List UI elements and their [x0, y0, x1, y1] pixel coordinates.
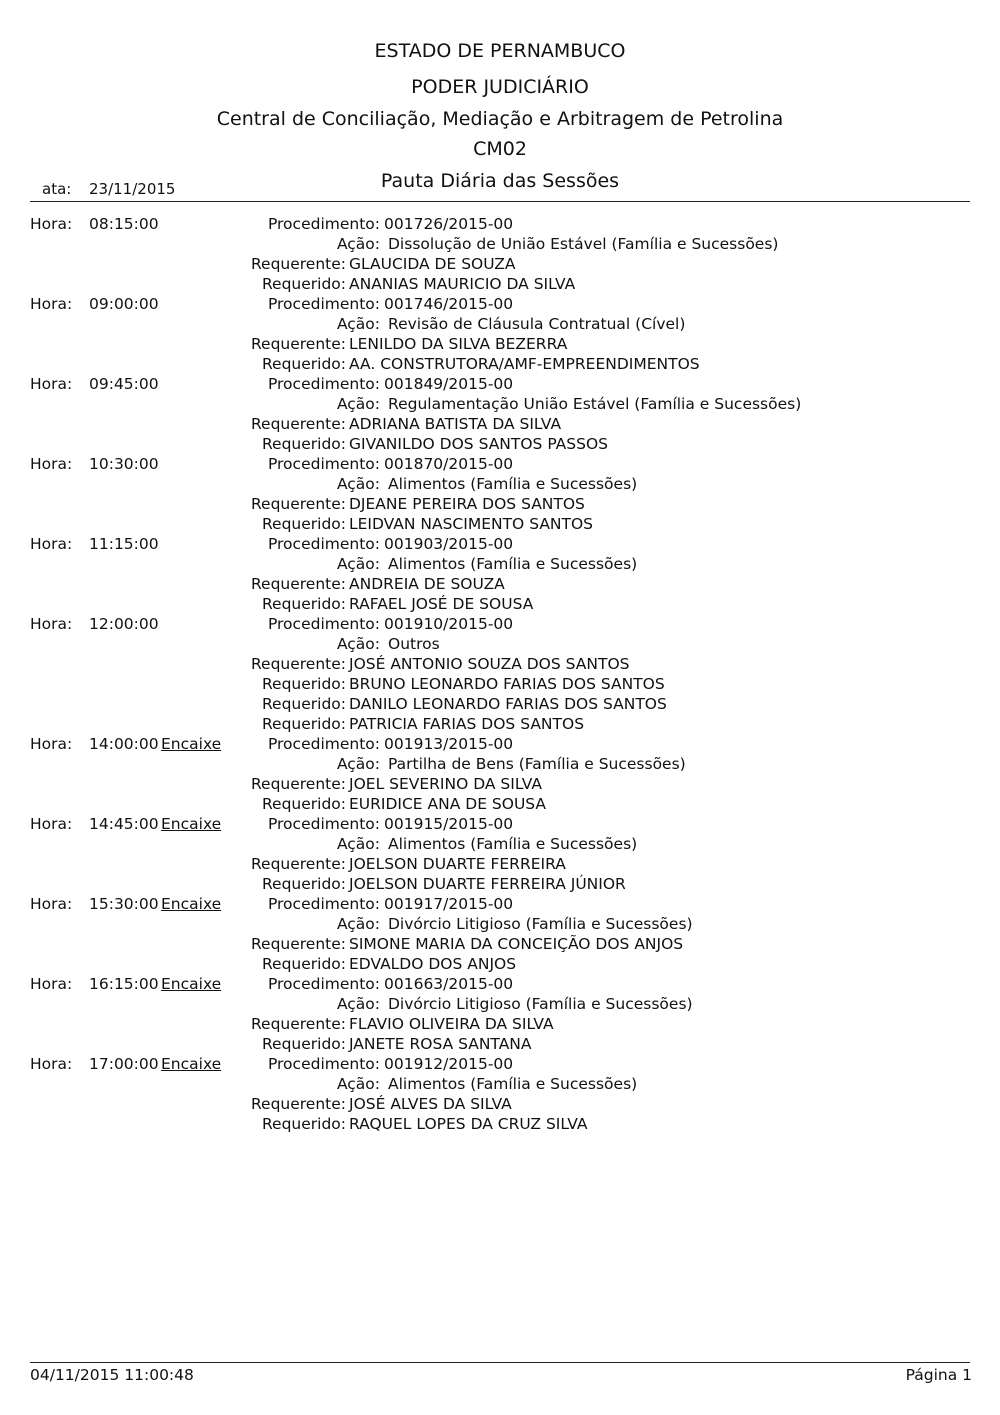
requerido-name: BRUNO LEONARDO FARIAS DOS SANTOS [349, 675, 665, 693]
procedimento-number: 001726/2015-00 [384, 215, 514, 233]
procedimento-label: Procedimento: [267, 535, 380, 553]
requerente-line [0, 654, 1000, 674]
requerido-label: Requerido: [261, 695, 346, 713]
acao-label: Ação: [336, 475, 380, 493]
session-entry [0, 614, 1000, 734]
requerido-name: DANILO LEONARDO FARIAS DOS SANTOS [349, 695, 667, 713]
requerido-label: Requerido: [261, 435, 346, 453]
acao-line [0, 554, 1000, 574]
hora-label: Hora: [30, 895, 73, 913]
session-time: 12:00:00 [89, 615, 159, 633]
requerido-label: Requerido: [261, 795, 346, 813]
requerido-name: RAFAEL JOSÉ DE SOUSA [349, 595, 534, 613]
acao-value: Outros [388, 635, 440, 653]
requerente-label: Requerente: [250, 775, 346, 793]
acao-label: Ação: [336, 995, 380, 1013]
requerente-label: Requerente: [250, 415, 346, 433]
requerido-line [0, 874, 1000, 894]
acao-line [0, 394, 1000, 414]
session-entry [0, 1054, 1000, 1134]
requerido-label: Requerido: [261, 675, 346, 693]
acao-line [0, 754, 1000, 774]
requerido-label: Requerido: [261, 875, 346, 893]
acao-label: Ação: [336, 835, 380, 853]
session-header-line [0, 374, 1000, 394]
session-header-line [0, 214, 1000, 234]
acao-line [0, 634, 1000, 654]
header-central: Central de Conciliação, Mediação e Arbitragem de Petrolina [216, 108, 784, 130]
encaixe-link[interactable]: Encaixe [161, 975, 222, 993]
session-time: 15:30:00 [89, 895, 159, 913]
session-entry [0, 894, 1000, 974]
procedimento-label: Procedimento: [267, 975, 380, 993]
requerente-line [0, 854, 1000, 874]
procedimento-label: Procedimento: [267, 295, 380, 313]
requerente-line [0, 414, 1000, 434]
requerido-name: JANETE ROSA SANTANA [349, 1035, 532, 1053]
acao-value: Partilha de Bens (Família e Sucessões) [388, 755, 686, 773]
acao-line [0, 234, 1000, 254]
requerente-label: Requerente: [250, 1015, 346, 1033]
procedimento-number: 001663/2015-00 [384, 975, 514, 993]
session-entry [0, 974, 1000, 1054]
requerente-line [0, 1014, 1000, 1034]
requerido-label: Requerido: [261, 515, 346, 533]
session-entry [0, 534, 1000, 614]
procedimento-label: Procedimento: [267, 375, 380, 393]
procedimento-label: Procedimento: [267, 455, 380, 473]
requerente-label: Requerente: [250, 495, 346, 513]
requerido-line [0, 954, 1000, 974]
acao-label: Ação: [336, 635, 380, 653]
session-header-line [0, 614, 1000, 634]
requerente-name: LENILDO DA SILVA BEZERRA [349, 335, 568, 353]
procedimento-label: Procedimento: [267, 735, 380, 753]
session-time: 11:15:00 [89, 535, 159, 553]
acao-label: Ação: [336, 1075, 380, 1093]
session-header-line [0, 454, 1000, 474]
session-time: 14:00:00 [89, 735, 159, 753]
hora-label: Hora: [30, 215, 73, 233]
requerente-line [0, 934, 1000, 954]
requerido-line [0, 714, 1000, 734]
procedimento-number: 001870/2015-00 [384, 455, 514, 473]
requerido-label: Requerido: [261, 715, 346, 733]
session-time: 17:00:00 [89, 1055, 159, 1073]
requerido-name: RAQUEL LOPES DA CRUZ SILVA [349, 1115, 588, 1133]
encaixe-link[interactable]: Encaixe [161, 895, 222, 913]
session-time: 16:15:00 [89, 975, 159, 993]
acao-value: Dissolução de União Estável (Família e Sucessões) [388, 235, 779, 253]
acao-value: Regulamentação União Estável (Família e Sucessões) [388, 395, 802, 413]
date-value: 23/11/2015 [89, 180, 176, 198]
requerido-label: Requerido: [261, 955, 346, 973]
requerido-label: Requerido: [261, 1115, 346, 1133]
requerente-label: Requerente: [250, 855, 346, 873]
requerente-name: GLAUCIDA DE SOUZA [349, 255, 516, 273]
acao-value: Divórcio Litigioso (Família e Sucessões) [388, 915, 693, 933]
requerente-name: FLAVIO OLIVEIRA DA SILVA [349, 1015, 554, 1033]
hora-label: Hora: [30, 735, 73, 753]
requerente-line [0, 494, 1000, 514]
requerente-label: Requerente: [250, 575, 346, 593]
acao-line [0, 1074, 1000, 1094]
requerido-name: EURIDICE ANA DE SOUSA [349, 795, 547, 813]
requerido-line [0, 1114, 1000, 1134]
session-list [0, 214, 1000, 1134]
session-entry [0, 734, 1000, 814]
requerido-line [0, 1034, 1000, 1054]
procedimento-number: 001915/2015-00 [384, 815, 514, 833]
requerente-line [0, 334, 1000, 354]
procedimento-label: Procedimento: [267, 895, 380, 913]
procedimento-number: 001746/2015-00 [384, 295, 514, 313]
requerente-label: Requerente: [250, 655, 346, 673]
requerente-label: Requerente: [250, 1095, 346, 1113]
acao-label: Ação: [336, 235, 380, 253]
session-time: 09:00:00 [89, 295, 159, 313]
requerido-line [0, 434, 1000, 454]
requerido-name: PATRICIA FARIAS DOS SANTOS [349, 715, 585, 733]
procedimento-label: Procedimento: [267, 815, 380, 833]
hora-label: Hora: [30, 535, 73, 553]
requerente-name: ADRIANA BATISTA DA SILVA [349, 415, 562, 433]
requerido-line [0, 694, 1000, 714]
requerido-label: Requerido: [261, 275, 346, 293]
acao-line [0, 914, 1000, 934]
requerido-line [0, 594, 1000, 614]
header-state: ESTADO DE PERNAMBUCO [374, 40, 626, 62]
requerente-label: Requerente: [250, 935, 346, 953]
acao-value: Alimentos (Família e Sucessões) [388, 1075, 638, 1093]
procedimento-number: 001917/2015-00 [384, 895, 514, 913]
session-header-line [0, 294, 1000, 314]
requerido-name: ANANIAS MAURICIO DA SILVA [349, 275, 576, 293]
header-code: CM02 [473, 138, 527, 160]
session-header-line [0, 894, 1000, 914]
requerido-line [0, 274, 1000, 294]
acao-value: Alimentos (Família e Sucessões) [388, 835, 638, 853]
acao-value: Alimentos (Família e Sucessões) [388, 475, 638, 493]
requerido-line [0, 674, 1000, 694]
requerido-name: JOELSON DUARTE FERREIRA JÚNIOR [349, 875, 626, 893]
hora-label: Hora: [30, 295, 73, 313]
acao-label: Ação: [336, 315, 380, 333]
acao-label: Ação: [336, 755, 380, 773]
session-time: 09:45:00 [89, 375, 159, 393]
hora-label: Hora: [30, 615, 73, 633]
procedimento-number: 001903/2015-00 [384, 535, 514, 553]
requerido-name: GIVANILDO DOS SANTOS PASSOS [349, 435, 608, 453]
procedimento-number: 001910/2015-00 [384, 615, 514, 633]
requerente-line [0, 774, 1000, 794]
footer-page-number: Página 1 [905, 1366, 972, 1384]
acao-value: Revisão de Cláusula Contratual (Cível) [388, 315, 686, 333]
acao-label: Ação: [336, 555, 380, 573]
date-label: ata: [42, 180, 72, 198]
requerente-line [0, 1094, 1000, 1114]
requerente-name: SIMONE MARIA DA CONCEIÇÃO DOS ANJOS [349, 935, 684, 953]
session-entry [0, 294, 1000, 374]
procedimento-label: Procedimento: [267, 1055, 380, 1073]
acao-label: Ação: [336, 395, 380, 413]
header-judiciary: PODER JUDICIÁRIO [411, 76, 589, 98]
requerente-line [0, 574, 1000, 594]
requerido-name: LEIDVAN NASCIMENTO SANTOS [349, 515, 594, 533]
acao-line [0, 994, 1000, 1014]
requerido-line [0, 514, 1000, 534]
hora-label: Hora: [30, 375, 73, 393]
footer-timestamp: 04/11/2015 11:00:48 [30, 1366, 194, 1384]
requerido-name: EDVALDO DOS ANJOS [349, 955, 517, 973]
acao-line [0, 314, 1000, 334]
requerido-name: AA. CONSTRUTORA/AMF-EMPREENDIMENTOS [349, 355, 700, 373]
session-header-line [0, 534, 1000, 554]
encaixe-link[interactable]: Encaixe [161, 1055, 222, 1073]
requerente-label: Requerente: [250, 255, 346, 273]
requerente-line [0, 254, 1000, 274]
page-title: Pauta Diária das Sessões [380, 170, 620, 192]
acao-label: Ação: [336, 915, 380, 933]
session-header-line [0, 1054, 1000, 1074]
session-time: 14:45:00 [89, 815, 159, 833]
session-header-line [0, 974, 1000, 994]
session-entry [0, 214, 1000, 294]
acao-value: Divórcio Litigioso (Família e Sucessões) [388, 995, 693, 1013]
hora-label: Hora: [30, 815, 73, 833]
session-header-line [0, 814, 1000, 834]
header-divider [30, 201, 970, 202]
procedimento-number: 001849/2015-00 [384, 375, 514, 393]
procedimento-label: Procedimento: [267, 615, 380, 633]
procedimento-number: 001912/2015-00 [384, 1055, 514, 1073]
requerente-name: JOSÉ ALVES DA SILVA [349, 1095, 512, 1113]
requerido-label: Requerido: [261, 595, 346, 613]
requerente-name: DJEANE PEREIRA DOS SANTOS [349, 495, 585, 513]
session-header-line [0, 734, 1000, 754]
procedimento-number: 001913/2015-00 [384, 735, 514, 753]
acao-line [0, 474, 1000, 494]
requerente-name: JOEL SEVERINO DA SILVA [349, 775, 542, 793]
hora-label: Hora: [30, 455, 73, 473]
requerido-line [0, 354, 1000, 374]
requerido-label: Requerido: [261, 1035, 346, 1053]
requerente-name: JOSÉ ANTONIO SOUZA DOS SANTOS [349, 655, 630, 673]
footer-divider [30, 1362, 970, 1363]
requerido-line [0, 794, 1000, 814]
session-entry [0, 374, 1000, 454]
hora-label: Hora: [30, 1055, 73, 1073]
session-entry [0, 814, 1000, 894]
requerente-name: JOELSON DUARTE FERREIRA [349, 855, 566, 873]
acao-value: Alimentos (Família e Sucessões) [388, 555, 638, 573]
hora-label: Hora: [30, 975, 73, 993]
encaixe-link[interactable]: Encaixe [161, 735, 222, 753]
encaixe-link[interactable]: Encaixe [161, 815, 222, 833]
session-time: 08:15:00 [89, 215, 159, 233]
requerente-name: ANDREIA DE SOUZA [349, 575, 505, 593]
requerido-label: Requerido: [261, 355, 346, 373]
session-time: 10:30:00 [89, 455, 159, 473]
procedimento-label: Procedimento: [267, 215, 380, 233]
acao-line [0, 834, 1000, 854]
session-entry [0, 454, 1000, 534]
requerente-label: Requerente: [250, 335, 346, 353]
